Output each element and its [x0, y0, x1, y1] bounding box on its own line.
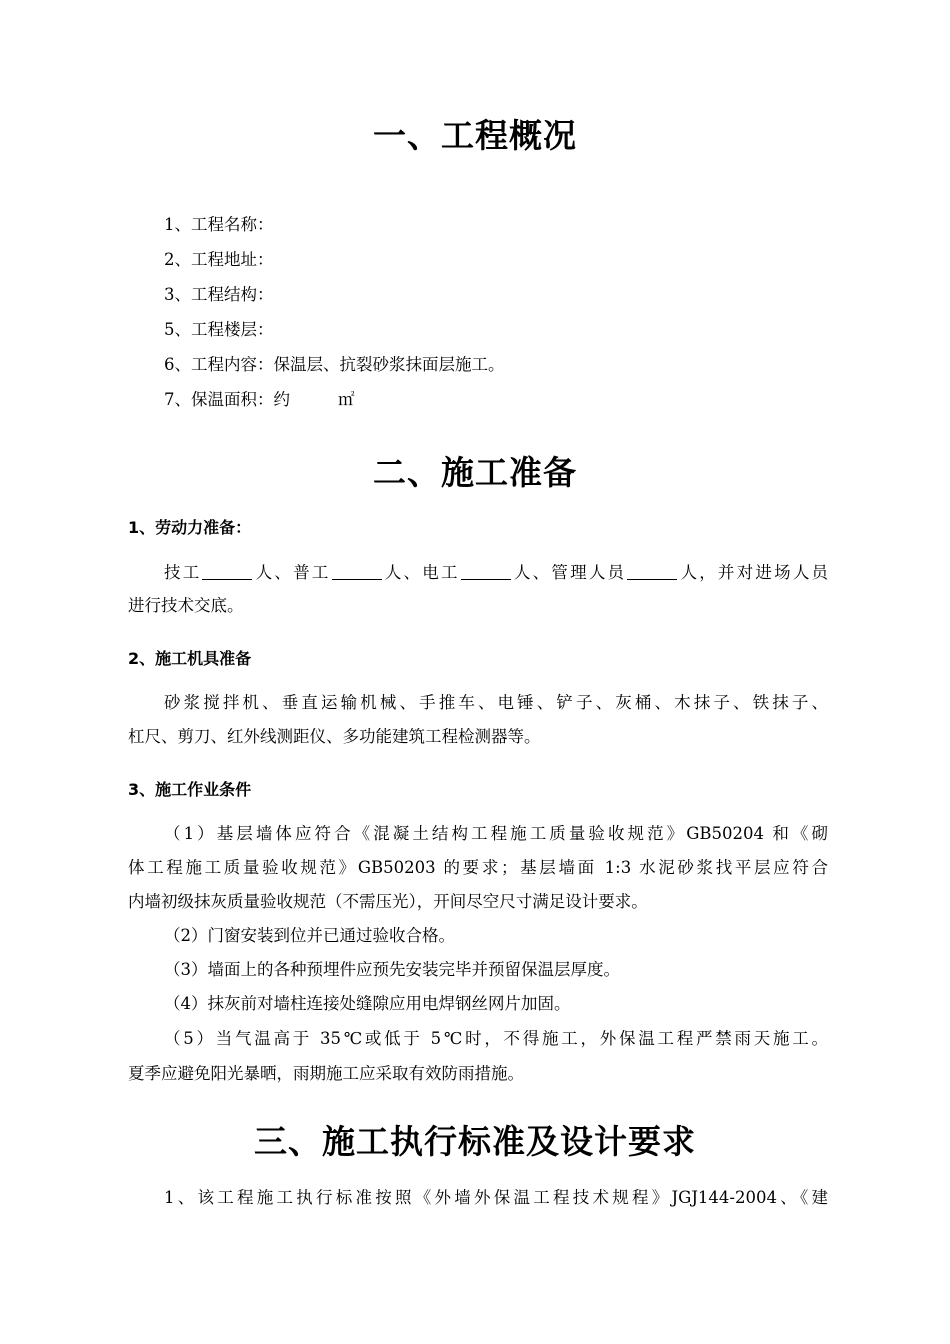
technician-count-blank: [202, 563, 252, 580]
condition-5-line-1: （5）当气温高于 35℃或低于 5℃时，不得施工，外保温工程严禁雨天施工。: [164, 1029, 828, 1048]
labor-preparation-heading: 1、劳动力准备：: [128, 518, 252, 537]
project-floors-item: 5、工程楼层：: [164, 320, 274, 339]
condition-1-line-1: （1）基层墙体应符合《混凝土结构工程施工质量验收规范》GB50204 和《砌: [164, 824, 828, 843]
area-unit: ㎡: [338, 390, 355, 409]
work-conditions-heading: 3、施工作业条件: [128, 780, 252, 799]
condition-1-line-2: 体工程施工质量验收规范》GB50203 的要求；基层墙面 1:3 水泥砂浆找平层应符合: [128, 858, 828, 877]
equipment-line-1: 砂浆搅拌机、垂直运输机械、手推车、电锤、铲子、灰桶、木抹子、铁抹子、: [164, 693, 828, 712]
project-address-item: 2、工程地址：: [164, 250, 274, 269]
condition-3: （3）墙面上的各种预埋件应预先安装完毕并预留保温层厚度。: [164, 960, 620, 979]
section-3-title: 三、施工执行标准及设计要求: [254, 1122, 696, 1161]
insulation-area-item: [164, 388, 828, 412]
labor-preparation-line-2: 进行技术交底。: [128, 596, 244, 615]
project-name-item: 1、工程名称：: [164, 215, 274, 234]
project-structure-item: 3、工程结构：: [164, 285, 274, 304]
technician-label: 技工: [164, 563, 202, 582]
labor-preparation-line: [164, 561, 828, 585]
electrician-count-blank: [461, 563, 511, 580]
labor-tail-text: 人，并对进场人员: [678, 563, 829, 582]
manager-label: 人、管理人员: [511, 563, 627, 582]
standards-line-1: 1、该工程施工执行标准按照《外墙外保温工程技术规程》JGJ144-2004、《建: [164, 1188, 828, 1207]
section-1-title: 一、工程概况: [373, 116, 577, 155]
condition-1-line-3: 内墙初级抹灰质量验收规范（不需压光），开间尽空尺寸满足设计要求。: [128, 892, 648, 911]
condition-2: （2）门窗安装到位并已通过验收合格。: [164, 926, 455, 945]
project-content-item: 6、工程内容：保温层、抗裂砂浆抹面层施工。: [164, 355, 505, 374]
laborer-count-blank: [332, 563, 382, 580]
condition-4: （4）抹灰前对墙柱连接处缝隙应用电焊钢丝网片加固。: [164, 994, 571, 1013]
insulation-area-label: 7、保温面积：约: [164, 390, 290, 409]
laborer-label: 人、普工: [253, 563, 331, 582]
manager-count-blank: [627, 563, 677, 580]
section-2-title: 二、施工准备: [373, 453, 577, 492]
equipment-preparation-heading: 2、施工机具准备: [128, 649, 252, 668]
condition-5-line-2: 夏季应避免阳光暴晒，雨期施工应采取有效防雨措施。: [128, 1064, 524, 1083]
electrician-label: 人、电工: [382, 563, 460, 582]
equipment-line-2: 杠尺、剪刀、红外线测距仪、多功能建筑工程检测器等。: [128, 727, 541, 746]
